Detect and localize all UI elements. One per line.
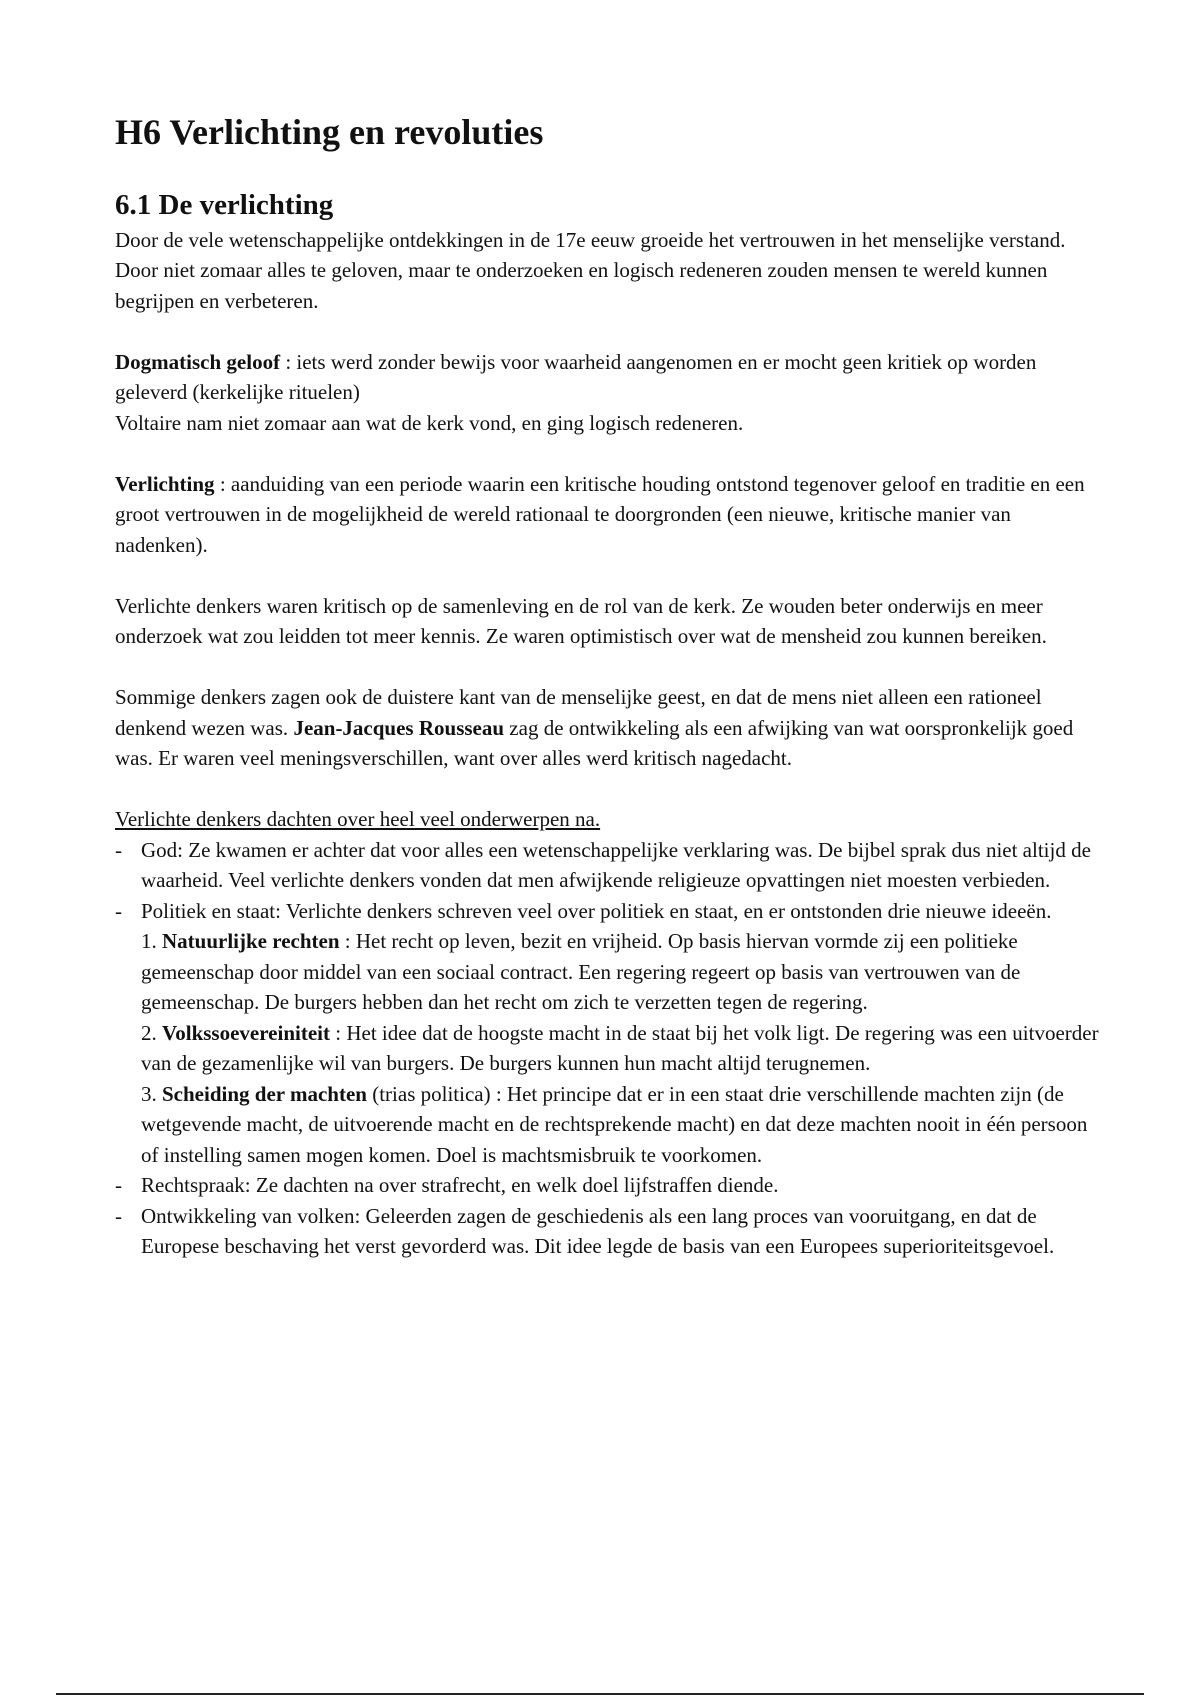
sub-item-text: : Het recht op leven, bezit en vrijheid. Op basis hiervan vormde zij een politieke gemeenschap door middel van een sociaal contract. Een regering regeert op basis van vertrouwen van de gemeenschap. De burgers hebben dan het recht om zich te verzetten tegen de regering.: [141, 929, 1021, 1015]
verlichting-paragraph: [115, 469, 1100, 561]
dogmatisch-paragraph: [115, 347, 1100, 408]
rousseau-before: Sommige denkers zagen ook de duistere kant van de menselijke geest, en dat de mens niet alleen een rationeel denkend wezen was.: [115, 685, 1042, 740]
page-title: H6 Verlichting en revoluties: [115, 112, 544, 152]
sub-item-text: (trias politica) : Het principe dat er in een staat drie verschillende machten zijn (de wetgevende macht, de uitvoerende macht en de rechtsprekende macht) en dat deze machten nooit in één persoon of instelling samen mogen komen. Doel is machtsmisbruik te voorkomen.: [141, 1081, 1088, 1167]
sub-item-term: Natuurlijke rechten: [162, 929, 340, 954]
sub-item-term: Volkssoevereiniteit: [162, 1020, 330, 1045]
section-heading: 6.1 De verlichting: [115, 189, 334, 222]
sub-item-natuurlijke-rechten: [141, 926, 1100, 1018]
sub-item-term: Scheiding der machten: [162, 1081, 367, 1106]
sub-item-number: 1.: [141, 929, 162, 954]
dogmatisch-term: Dogmatisch geloof: [115, 349, 281, 374]
sub-item-scheiding-der-machten: [141, 1079, 1100, 1171]
page-bottom-divider: [56, 1693, 1144, 1695]
list-item-rechtspraak: [115, 1170, 1100, 1201]
list-heading-text: Verlichte denkers dachten over heel veel onderwerpen na.: [115, 807, 601, 832]
list-item-volken-text: Ontwikkeling van volken: Geleerden zagen de geschiedenis als een lang proces van vooruitgang, en dat de Europese beschaving het verst gevorderd was. Dit idee legde de basis van een Europees superioriteitsgevoel.: [141, 1203, 1055, 1259]
rousseau-after: zag de ontwikkeling als een afwijking van wat oorspronkelijk goed was. Er waren veel meningsverschillen, want over alles werd kritisch nagedacht.: [115, 715, 1074, 771]
dogmatisch-definition: : iets werd zonder bewijs voor waarheid aangenomen en er mocht geen kritiek op worden geleverd (kerkelijke rituelen): [115, 349, 1037, 405]
list-item-god: [115, 835, 1100, 896]
rousseau-paragraph: [115, 682, 1100, 774]
sub-item-number: 2.: [141, 1020, 162, 1045]
list-item-rechtspraak-text: Rechtspraak: Ze dachten na over strafrecht, en welk doel lijfstraffen diende.: [141, 1173, 779, 1198]
list-item-politiek: [115, 896, 1100, 1171]
voltaire-paragraph: Voltaire nam niet zomaar aan wat de kerk vond, en ging logisch redeneren.: [115, 410, 744, 435]
verlichting-definition: : aanduiding van een periode waarin een kritische houding ontstond tegenover geloof en traditie en een groot vertrouwen in de mogelijkheid de wereld rationaal te doorgronden (een nieuwe, kritische manier van nadenken).: [115, 471, 1085, 557]
bullet-dash: -: [115, 1173, 122, 1198]
bullet-dash: -: [115, 898, 122, 923]
verlichting-term: Verlichting: [115, 471, 215, 496]
list-item-volken: [115, 1201, 1100, 1262]
sub-item-text: : Het idee dat de hoogste macht in de staat bij het volk ligt. De regering was een uitvoerder van de gezamenlijke wil van burgers. De burgers kunnen hun macht altijd terugnemen.: [141, 1020, 1099, 1076]
list-item-god-text: God: Ze kwamen er achter dat voor alles een wetenschappelijke verklaring was. De bijbel sprak dus niet altijd de waarheid. Veel verlichte denkers vonden dat men afwijkende religieuze opvattingen niet moesten verbieden.: [141, 837, 1091, 893]
list-heading: [115, 804, 1100, 835]
topic-list: [115, 835, 1100, 1262]
sub-item-volkssoevereiniteit: [141, 1018, 1100, 1079]
bullet-dash: -: [115, 1203, 122, 1228]
list-item-politiek-text: Politiek en staat: Verlichte denkers schreven veel over politiek en staat, en er ontstonden drie nieuwe ideeën.: [141, 898, 1052, 923]
rousseau-name: Jean-Jacques Rousseau: [293, 715, 505, 740]
sub-item-number: 3.: [141, 1081, 162, 1106]
denkers-paragraph: Verlichte denkers waren kritisch op de samenleving en de rol van de kerk. Ze wouden beter onderwijs en meer onderzoek wat zou leidden tot meer kennis. Ze waren optimistisch over wat de mensheid zou kunnen bereiken.: [115, 593, 1047, 649]
document-page: [115, 112, 1100, 1262]
intro-paragraph: Door de vele wetenschappelijke ontdekkingen in de 17e eeuw groeide het vertrouwen in het menselijke verstand. Door niet zomaar alles te geloven, maar te onderzoeken en logisch redeneren zouden mensen te wereld kunnen begrijpen en verbeteren.: [115, 227, 1066, 313]
bullet-dash: -: [115, 837, 122, 862]
